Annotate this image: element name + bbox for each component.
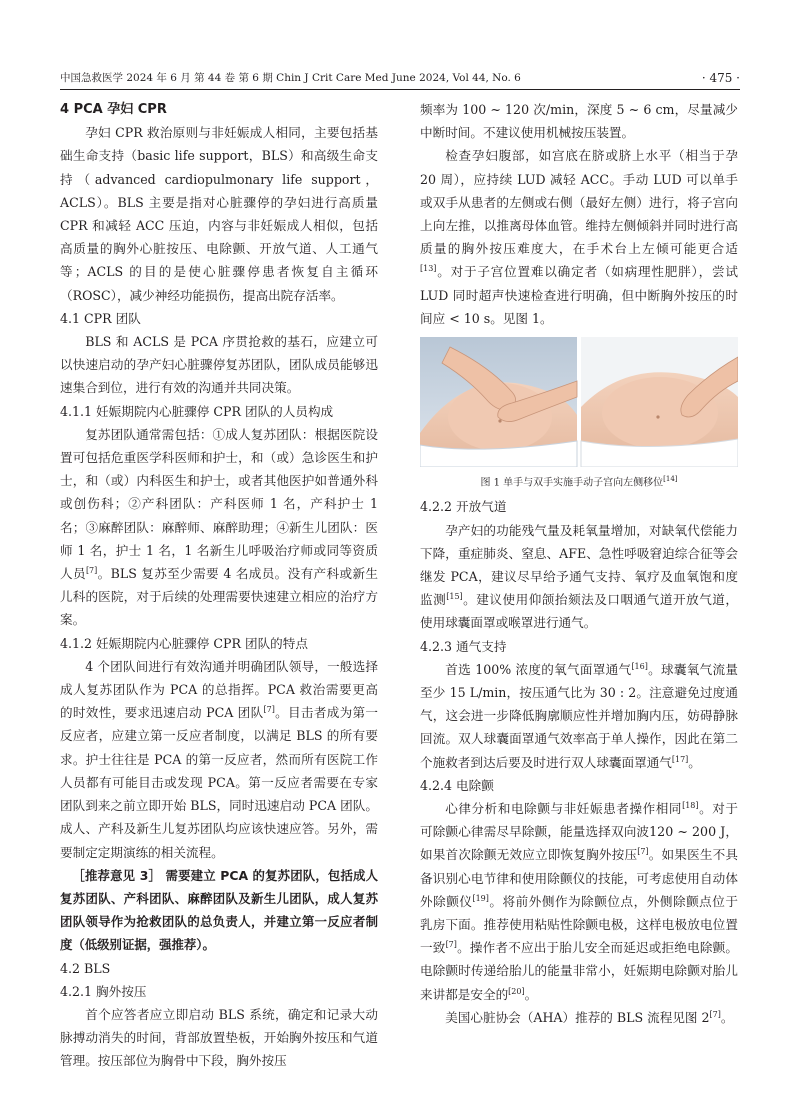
left-column (60, 98, 378, 1073)
text-run: 频率为 100 ~ 120 次/min，深度 5 ~ 6 cm，尽量减少中断时间。不建议使用机械按压装置。 (420, 102, 738, 141)
text-run: 首选 100% 浓度的氧气面罩通气 (445, 661, 632, 677)
text-run: 4.1.1 妊娠期院内心脏骤停 CPR 团队的人员构成 (60, 403, 334, 419)
text-run: 。对于可除颤心律需尽早除颤，能量选择双向波120 ~ 200 J，如果首次除颤无效应立即恢复胸外按压 (420, 801, 739, 863)
text-run: 4.2.4 电除颤 (420, 777, 494, 793)
figure-caption-ref: [14] (663, 475, 678, 484)
paragraph (60, 655, 378, 864)
text-run: 。目击者成为第一反应者，应建立第一反应者制度，以满足 BLS 的所有要求。护士往往是 PCA 的第一反应者，然而所有医院工作人员都有可能目击或发现 PCA。第一反应者需要在专家团队到来之前立即开始 BLS，同时迅速启动 PCA 团队。成人、产科及新生儿复苏团队均应该快速应答。另外，需要制定定期演练的相关流程。 (60, 705, 379, 860)
figure-1 (420, 337, 738, 467)
text-run: 4.2.1 胸外按压 (60, 983, 147, 999)
text-run: 4.1 CPR 团队 (60, 310, 141, 326)
text-run: 。 (524, 986, 538, 1002)
citation-ref: [7] (637, 847, 649, 857)
figure-panel-two-hand (420, 337, 577, 467)
citation-ref: [19] (472, 893, 489, 903)
citation-ref: [7] (263, 705, 275, 715)
figure-panel-one-hand (581, 337, 738, 467)
text-run: 4.1.2 妊娠期院内心脏骤停 CPR 团队的特点 (60, 635, 308, 651)
text-run: 4.2 BLS (60, 960, 111, 976)
header-rule (60, 89, 740, 90)
text-run: 美国心脏协会（AHA）推荐的 BLS 流程见图 2 (445, 1009, 710, 1025)
recommendation (60, 864, 378, 957)
paragraph (420, 1006, 738, 1029)
text-run: 。球囊氧气流量至少 15 L/min，按压通气比为 30 : 2。注意避免过度通气，这会进一步降低胸廓顺应性并增加胸内压，妨碍静脉回流。双人球囊面罩通气效率高于单人操作，因此在第二个施救者到达后要及时进行双人球囊面罩通气 (420, 661, 739, 770)
subsubsection-heading (60, 980, 378, 1003)
text-run: 复苏团队通常需包括：①成人复苏团队：根据医院设置可包括危重医学科医师和护士，和（或）急诊医生和护士，和（或）内科医生和护士，或者其他医护如普通外科或创伤科；②产科团队：产科医师 1 名，产科护士 1 名；③麻醉团队：麻醉师、麻醉助理；④新生儿团队：医师 1 名，护士 1 名，1 名新生儿呼吸治疗师或同等资质人员 (60, 426, 378, 582)
figure-1-illustration (420, 337, 738, 467)
right-column (420, 98, 738, 1029)
text-run: 4 个团队间进行有效沟通并明确团队领导，一般选择成人复苏团队作为 PCA 的总指挥。PCA 救治需要更高的时效性，要求迅速启动 PCA 团队 (60, 658, 378, 721)
text-run: 。建议使用仰颌抬颏法及口咽通气道开放气道，使用球囊面罩或喉罩进行通气。 (420, 592, 739, 631)
citation-ref: [15] (446, 591, 463, 601)
text-run: 4 PCA 孕妇 CPR (60, 102, 167, 117)
paragraph (420, 797, 738, 1006)
subsection-heading (60, 307, 378, 330)
text-run: 心律分析和电除颤与非妊娠患者操作相同 (445, 801, 683, 816)
paragraph (420, 519, 738, 635)
text-run: 孕妇 CPR 救治原则与非妊娠成人相同，主要包括基础生命支持（basic life support，BLS）和高级生命支持（advanced cardiopulmonary life support，ACLS）。BLS 主要是指对心脏骤停的孕妇进行高质量 CPR 和减轻 ACC 压迫，内容与非妊娠成人相似，包括高质量的胸外心脏按压、电除颤、开放气道、人工通气等；ACLS 的目的是使心脏骤停患者恢复自主循环（ROSC），减少神经功能损伤，提高出院存活率。 (60, 125, 378, 303)
text-run: 。对于子宫位置难以确定者（如病理性肥胖），尝试 LUD 同时超声快速检查进行明确，但中断胸外按压的时间应 < 10 s。见图 1。 (420, 264, 738, 326)
subsubsection-heading (60, 632, 378, 655)
paragraph (420, 144, 738, 330)
text-run: 4.2.2 开放气道 (420, 499, 507, 515)
citation-ref: [16] (631, 661, 648, 671)
subsubsection-heading (420, 774, 738, 797)
text-run: 孕产妇的功能残气量及耗氧量增加，对缺氧代偿能力下降，重症肺炎、窒息、AFE、急性呼吸窘迫综合征等会继发 PCA，建议尽早给予通气支持、氧疗及血氧饱和度监测 (420, 522, 738, 608)
text-run: 。 (688, 754, 701, 770)
paragraph (60, 1003, 378, 1073)
page-number: · 475 · (701, 71, 740, 85)
subsection-heading (60, 957, 378, 980)
paragraph (420, 658, 738, 774)
paragraph-continued (420, 98, 738, 144)
paragraph (60, 121, 378, 307)
right-column-top (420, 98, 738, 330)
citation-ref: [18] (682, 800, 699, 810)
text-run: 。如果医生不具备识别心电节律和使用除颤仪的技能，可考虑使用自动体外除颤仪 (420, 847, 739, 909)
figure-1-caption (420, 471, 738, 491)
section-heading (60, 98, 378, 121)
subsubsection-heading (60, 400, 378, 423)
text-run: 。将前外侧作为除颤位点，外侧除颤点位于乳房下面。推荐使用粘贴性除颤电极，这样电极放电位置一致 (420, 893, 739, 956)
figure-caption-text: 图 1 单手与双手实施手动子宫向左侧移位 (480, 477, 664, 489)
citation-ref: [20] (508, 986, 525, 996)
citation-ref: [17] (671, 754, 689, 764)
citation-ref: [7] (709, 1009, 721, 1019)
text-run: ［推荐意见 3］ 需要建立 PCA 的复苏团队，包括成人复苏团队、产科团队、麻醉团队及新生儿团队，成人复苏团队领导作为抢救团队的总负责人，并建立第一反应者制度（低级别证据，强推荐）。 (60, 867, 378, 953)
text-run: 4.2.3 通气支持 (420, 638, 507, 654)
citation-ref: [7] (445, 940, 457, 950)
text-run: 。BLS 复苏至少需要 4 名成员。没有产科或新生儿科的医院，对于后续的处理需要快速建立相应的治疗方案。 (60, 566, 378, 628)
text-run: BLS 和 ACLS 是 PCA 序贯抢救的基石，应建立可以快速启动的孕产妇心脏骤停复苏团队，团队成员能够迅速集合到位，进行有效的沟通并共同决策。 (60, 334, 378, 396)
text-run: 。操作者不应出于胎儿安全而延迟或拒绝电除颤。电除颤时传递给胎儿的能量非常小，妊娠期电除颤对胎儿来讲都是安全的 (420, 940, 739, 1002)
subsubsection-heading (420, 635, 738, 658)
subsubsection-heading (420, 495, 738, 518)
journal-citation: 中国急救医学 2024 年 6 月 第 44 卷 第 6 期 Chin J Crit Care Med June 2024, Vol 44, No. 6 (60, 72, 521, 84)
paragraph (60, 423, 378, 632)
running-header (60, 69, 740, 87)
citation-ref: [7] (85, 565, 98, 575)
right-column-bottom (420, 495, 738, 1029)
text-run: 检查孕妇腹部，如宫底在脐或脐上水平（相当于孕 20 周），应持续 LUD 减轻 ACC。手动 LUD 可以单手或双手从患者的左侧或右侧（最好左侧）进行，将子宫向上向左推，以推离母体血管。维持左侧倾斜并同时进行高质量的胸外按压难度大，在手术台上左倾可能更合适 (420, 148, 738, 257)
text-run: 首个应答者应立即启动 BLS 系统，确定和记录大动脉搏动消失的时间，背部放置垫板，开始胸外按压和气道管理。按压部位为胸骨中下段，胸外按压 (60, 1006, 378, 1069)
paragraph (60, 330, 378, 400)
text-run: 。 (720, 1009, 734, 1025)
citation-ref: [13] (420, 264, 437, 274)
